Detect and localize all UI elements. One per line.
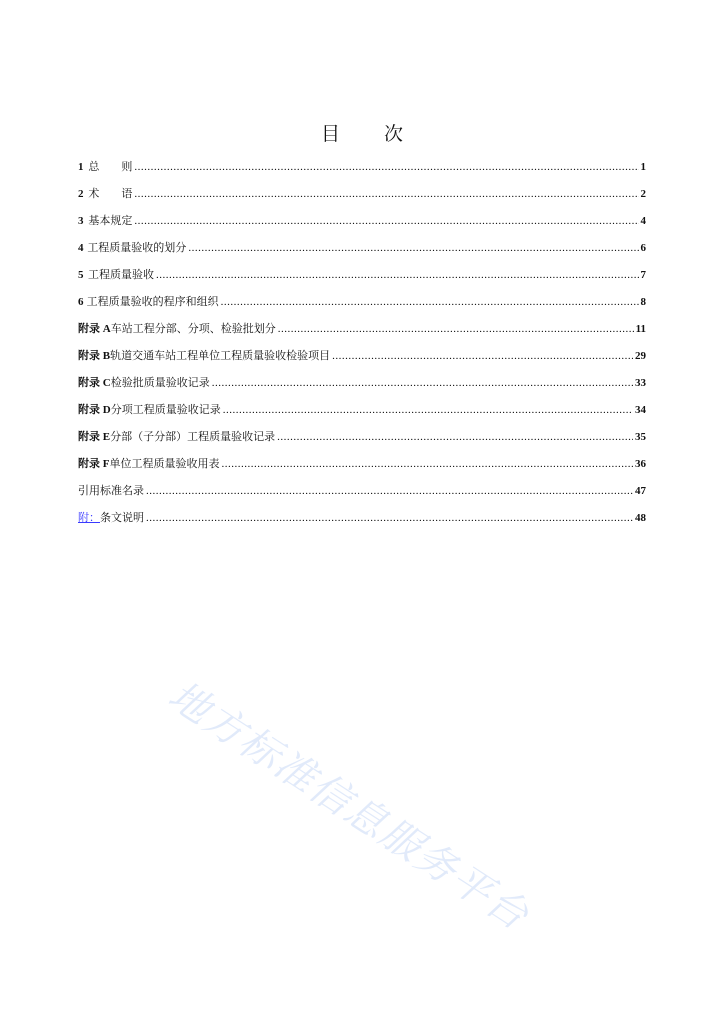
toc-entry[interactable] bbox=[78, 185, 646, 212]
toc-leader-dots bbox=[146, 512, 633, 524]
toc-entry[interactable] bbox=[78, 455, 646, 482]
toc-entry-page: 6 bbox=[640, 242, 646, 254]
toc-entry-number: 附录 D bbox=[78, 404, 111, 416]
toc-leader-dots bbox=[212, 377, 633, 389]
toc-leader-dots bbox=[221, 458, 633, 470]
toc-entry-title: 总 则 bbox=[88, 160, 133, 173]
toc-entry-title: 分项工程质量验收记录 bbox=[110, 403, 221, 416]
toc-entry-page: 48 bbox=[635, 512, 646, 524]
toc-entry-title: 工程质量验收的划分 bbox=[87, 241, 187, 254]
watermark: 地方标准信息服务平台 bbox=[160, 672, 538, 940]
toc-entry[interactable] bbox=[78, 482, 646, 509]
toc-entry[interactable] bbox=[78, 401, 646, 428]
toc-entry-page: 34 bbox=[635, 404, 646, 416]
toc-leader-dots bbox=[221, 296, 639, 308]
toc-entry-number: 附录 B bbox=[78, 350, 111, 362]
toc-entry-number: 1 bbox=[78, 161, 84, 173]
toc-entry-number: 5 bbox=[78, 269, 84, 281]
toc-leader-dots bbox=[278, 323, 634, 335]
table-of-contents bbox=[78, 158, 646, 536]
toc-entry[interactable] bbox=[78, 320, 646, 347]
toc-entry-page: 1 bbox=[640, 161, 646, 173]
toc-entry-title: 条文说明 bbox=[100, 511, 144, 524]
toc-entry-title: 引用标准名录 bbox=[78, 484, 144, 497]
toc-entry[interactable] bbox=[78, 239, 646, 266]
toc-leader-dots bbox=[277, 431, 633, 443]
toc-leader-dots bbox=[223, 404, 633, 416]
toc-entry-page: 7 bbox=[640, 269, 646, 281]
toc-entry-title: 分部（子分部）工程质量验收记录 bbox=[110, 430, 276, 443]
page-title bbox=[0, 119, 724, 146]
toc-entry-page: 8 bbox=[640, 296, 646, 308]
toc-entry-page: 11 bbox=[635, 323, 646, 335]
toc-entry[interactable] bbox=[78, 509, 646, 536]
toc-leader-dots bbox=[188, 242, 638, 254]
toc-entry-title: 检验批质量验收记录 bbox=[110, 376, 210, 389]
toc-entry-title: 车站工程分部、分项、检验批划分 bbox=[110, 322, 276, 335]
toc-entry-page: 4 bbox=[640, 215, 646, 227]
toc-leader-dots bbox=[134, 161, 638, 173]
toc-entry[interactable] bbox=[78, 158, 646, 185]
toc-entry-number: 附录 C bbox=[78, 377, 111, 389]
toc-entry-title: 基本规定 bbox=[88, 214, 133, 227]
toc-entry[interactable] bbox=[78, 428, 646, 455]
toc-entry-number: 4 bbox=[78, 242, 84, 254]
toc-entry[interactable] bbox=[78, 347, 646, 374]
toc-entry[interactable] bbox=[78, 266, 646, 293]
toc-entry-title: 术 语 bbox=[88, 187, 133, 200]
toc-entry-number: 附录 A bbox=[78, 323, 111, 335]
toc-entry-title: 单位工程质量验收用表 bbox=[109, 457, 220, 470]
toc-leader-dots bbox=[134, 215, 638, 227]
toc-entry-number: 6 bbox=[78, 296, 84, 308]
toc-entry-title: 工程质量验收 bbox=[87, 268, 154, 281]
page-title-char-2: 次 bbox=[384, 123, 404, 145]
toc-entry-title: 轨道交通车站工程单位工程质量验收检验项目 bbox=[110, 349, 331, 362]
toc-leader-dots bbox=[134, 188, 638, 200]
page-title-char-1: 目 bbox=[320, 123, 340, 145]
toc-entry[interactable] bbox=[78, 212, 646, 239]
toc-entry-title: 工程质量验收的程序和组织 bbox=[86, 295, 219, 308]
toc-entry-number: 3 bbox=[78, 215, 84, 227]
toc-entry-page: 36 bbox=[635, 458, 646, 470]
toc-entry-number: 附录 E bbox=[78, 431, 111, 443]
toc-entry-page: 29 bbox=[635, 350, 646, 362]
toc-entry[interactable] bbox=[78, 374, 646, 401]
toc-entry-page: 2 bbox=[640, 188, 646, 200]
toc-entry-number: 2 bbox=[78, 188, 84, 200]
toc-leader-dots bbox=[332, 350, 633, 362]
toc-entry-page: 35 bbox=[635, 431, 646, 443]
toc-entry-number: 附录 F bbox=[78, 458, 110, 470]
toc-entry-page: 47 bbox=[635, 485, 646, 497]
toc-leader-dots bbox=[146, 485, 633, 497]
toc-appendix-link[interactable]: 附： bbox=[78, 511, 100, 524]
toc-leader-dots bbox=[156, 269, 639, 281]
toc-entry-page: 33 bbox=[635, 377, 646, 389]
toc-entry[interactable] bbox=[78, 293, 646, 320]
